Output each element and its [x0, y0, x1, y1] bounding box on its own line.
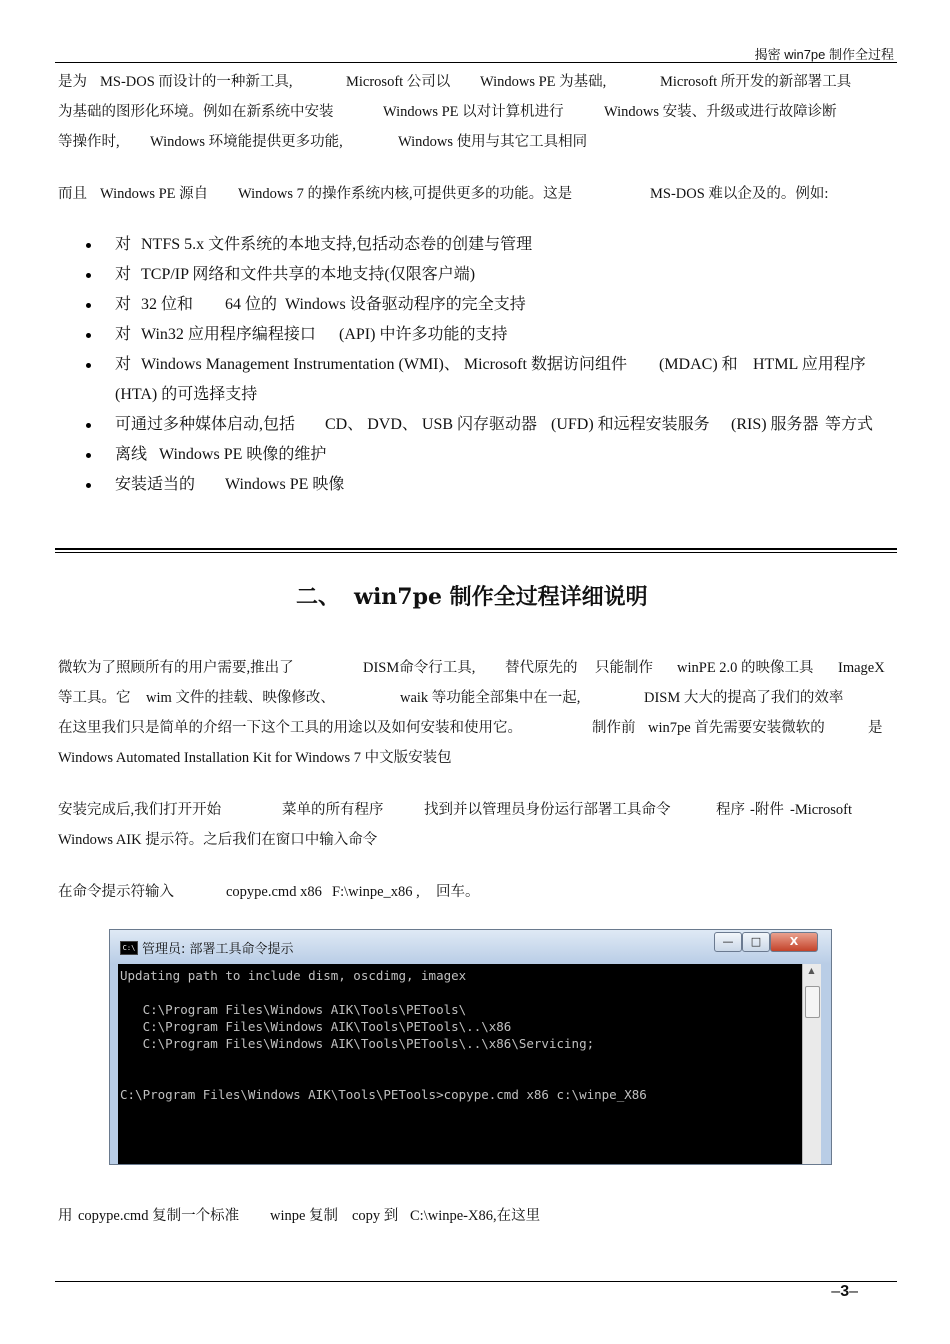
- text-segment: DISM命令行工具,: [363, 660, 476, 676]
- second-paragraph: [58, 179, 900, 209]
- text-segment: Microsoft 所开发的新部署工具: [660, 74, 852, 90]
- bullet-text: [115, 291, 886, 321]
- text-segment: 对: [115, 296, 132, 313]
- text-line: [58, 67, 900, 97]
- text-segment: Windows AIK 提示符。之后我们在窗口中输入命令: [58, 832, 378, 848]
- text-segment: Windows Management Instrumentation (WMI)、 Microsoft 数据访问组件: [141, 356, 627, 373]
- console-line: C:\Program Files\Windows AIK\Tools\PETools\..\x86\Servicing;: [120, 1036, 595, 1051]
- console-line: C:\Program Files\Windows AIK\Tools\PETools\..\x86: [120, 1019, 512, 1034]
- console-window: [109, 929, 832, 1165]
- bullet-text: [115, 471, 886, 501]
- text-line: [58, 825, 900, 855]
- text-segment: 而且: [58, 186, 87, 202]
- text-segment: winPE 2.0 的映像工具: [677, 660, 814, 676]
- bullet-dot-icon: [86, 243, 91, 248]
- bullet-dot-icon: [86, 453, 91, 458]
- bullet-text: [115, 351, 886, 381]
- text-segment: (UFD) 和远程安装服务: [551, 416, 710, 433]
- text-segment: Windows 安装、升级或进行故障诊断: [604, 104, 837, 120]
- text-segment: 回车。: [436, 884, 480, 900]
- text-segment: 对: [115, 326, 132, 343]
- bullet-text: [115, 231, 886, 261]
- text-line: [58, 1201, 900, 1231]
- text-segment: wim 文件的挂载、映像修改、: [146, 690, 335, 706]
- bullet-item: [86, 411, 886, 441]
- body-paragraph-2: [58, 795, 900, 855]
- text-segment: copype.cmd x86: [226, 884, 322, 900]
- text-segment: Windows PE 源自: [100, 186, 209, 202]
- bullet-text: [115, 441, 886, 471]
- text-segment: (HTA) 的可选择支持: [115, 386, 258, 403]
- text-line: [58, 713, 900, 743]
- body-paragraph-1: [58, 653, 900, 773]
- feature-bullet-list: [86, 231, 886, 501]
- text-segment: (RIS) 服务器: [731, 416, 819, 433]
- text-segment: Windows 7 的操作系统内核,可提供更多的功能。这是: [238, 186, 573, 202]
- text-segment: C:\winpe-X86,在这里: [410, 1208, 541, 1224]
- bullet-dot-icon: [86, 423, 91, 428]
- bullet-dot-icon: [86, 483, 91, 488]
- text-segment: Windows PE 映像的维护: [159, 446, 327, 463]
- page-number: –3–: [831, 1283, 858, 1300]
- text-segment: Windows 环境能提供更多功能,: [150, 134, 343, 150]
- text-segment: NTFS 5.x 文件系统的本地支持,包括动态卷的创建与管理: [141, 236, 533, 253]
- console-titlebar[interactable]: [110, 930, 831, 964]
- text-segment: Windows PE 映像: [225, 476, 345, 493]
- text-segment: (API) 中许多功能的支持: [339, 326, 508, 343]
- console-title: 管理员: 部署工具命令提示: [142, 942, 294, 957]
- section-heading-title: win7pe 制作全过程详细说明: [354, 584, 648, 610]
- text-segment: 安装完成后,我们打开开始: [58, 802, 222, 818]
- bullet-dot-icon: [86, 333, 91, 338]
- text-segment: waik 等功能全部集中在一起,: [400, 690, 581, 706]
- text-segment: 菜单的所有程序: [282, 802, 384, 818]
- console-line: C:\Program Files\Windows AIK\Tools\PETools>copype.cmd x86 c:\winpe_X86: [120, 1087, 647, 1102]
- bullet-text-continued: [115, 381, 886, 411]
- text-line: [58, 683, 900, 713]
- console-line: Updating path to include dism, oscdimg, imagex: [120, 968, 467, 983]
- text-segment: 为基础的图形化环境。例如在新系统中安装: [58, 104, 334, 120]
- header-title: 揭密 win7pe 制作全过程: [754, 47, 894, 62]
- text-segment: 是: [868, 720, 883, 736]
- text-segment: 制作前: [592, 720, 636, 736]
- text-segment: 只能制作: [595, 660, 653, 676]
- text-segment: 替代原先的: [505, 660, 578, 676]
- text-segment: 安装适当的: [115, 476, 196, 493]
- text-segment: CD、 DVD、 USB 闪存驱动器: [325, 416, 538, 433]
- console-line: C:\Program Files\Windows AIK\Tools\PETools\: [120, 1002, 467, 1017]
- minimize-button[interactable]: —: [714, 932, 742, 952]
- bullet-item: [86, 441, 886, 471]
- text-segment: Windows PE 以对计算机进行: [383, 104, 564, 120]
- console-output[interactable]: [118, 964, 802, 1164]
- text-segment: Windows 使用与其它工具相同: [398, 134, 588, 150]
- section-divider-bottom: [55, 552, 897, 553]
- section-divider-top: [55, 548, 897, 550]
- text-segment: Win32 应用程序编程接口: [141, 326, 316, 343]
- bullet-dot-icon: [86, 273, 91, 278]
- text-segment: 找到并以管理员身份运行部署工具命令: [424, 802, 671, 818]
- text-segment: 用: [58, 1208, 73, 1224]
- bullet-item: [86, 261, 886, 291]
- bullet-item: [86, 291, 886, 321]
- text-line: [58, 877, 900, 907]
- bullet-item: [86, 471, 886, 501]
- text-segment: ImageX: [838, 660, 885, 676]
- text-segment: 在这里我们只是简单的介绍一下这个工具的用途以及如何安装和使用它。: [58, 720, 522, 736]
- text-segment: HTML 应用程序: [753, 356, 866, 373]
- text-segment: (MDAC) 和: [659, 356, 738, 373]
- close-button[interactable]: X: [770, 932, 818, 952]
- bullet-dot-icon: [86, 303, 91, 308]
- text-line: [58, 653, 900, 683]
- text-segment: -附件: [750, 802, 784, 818]
- console-scrollbar[interactable]: [802, 964, 821, 1164]
- text-segment: 等方式: [825, 416, 874, 433]
- footer-rule: [55, 1281, 897, 1282]
- text-segment: winpe 复制: [270, 1208, 339, 1224]
- text-segment: Microsoft 公司以: [346, 74, 451, 90]
- text-segment: 在命令提示符输入: [58, 884, 174, 900]
- text-segment: DISM 大大的提高了我们的效率: [644, 690, 844, 706]
- text-segment: 可通过多种媒体启动,包括: [115, 416, 296, 433]
- text-line: [58, 127, 900, 157]
- text-segment: 对: [115, 356, 132, 373]
- page-number-value: 3: [840, 1283, 850, 1300]
- command-instruction: [58, 877, 900, 907]
- text-segment: Windows PE 为基础,: [480, 74, 607, 90]
- text-segment: -Microsoft: [790, 802, 853, 818]
- text-segment: 是为: [58, 74, 87, 90]
- maximize-button[interactable]: □: [742, 932, 770, 952]
- scroll-thumb[interactable]: [805, 986, 820, 1018]
- scroll-up-arrow-icon[interactable]: ▲: [808, 966, 815, 975]
- text-line: [58, 97, 900, 127]
- bullet-dot-icon: [86, 363, 91, 368]
- text-segment: TCP/IP 网络和文件共享的本地支持(仅限客户端): [141, 266, 476, 283]
- text-line: [58, 179, 900, 209]
- text-segment: 程序: [716, 802, 745, 818]
- after-console-text: [58, 1201, 900, 1231]
- text-segment: 离线: [115, 446, 148, 463]
- text-segment: 32 位和: [141, 296, 194, 313]
- text-segment: 等工具。它: [58, 690, 131, 706]
- text-segment: 等操作时,: [58, 134, 120, 150]
- cmd-icon: C:\: [120, 941, 138, 955]
- text-segment: 对: [115, 236, 132, 253]
- bullet-item: [86, 321, 886, 351]
- text-line: [58, 795, 900, 825]
- bullet-item: [86, 351, 886, 411]
- bullet-text: [115, 321, 886, 351]
- text-segment: 对: [115, 266, 132, 283]
- text-segment: Windows 设备驱动程序的完全支持: [285, 296, 526, 313]
- text-segment: MS-DOS 而设计的一种新工具,: [100, 74, 293, 90]
- text-segment: F:\winpe_x86 ,: [332, 884, 420, 900]
- bullet-item: [86, 231, 886, 261]
- bullet-text: [115, 411, 886, 441]
- intro-paragraph: [58, 67, 900, 157]
- text-segment: Windows Automated Installation Kit for Windows 7 中文版安装包: [58, 750, 452, 766]
- text-segment: MS-DOS 难以企及的。例如:: [650, 186, 829, 202]
- text-segment: 64 位的: [225, 296, 278, 313]
- bullet-text: [115, 261, 886, 291]
- header-rule: [55, 62, 897, 63]
- text-segment: win7pe 首先需要安装微软的: [648, 720, 825, 736]
- text-segment: copy 到: [352, 1208, 399, 1224]
- text-segment: 微软为了照顾所有的用户需要,推出了: [58, 660, 294, 676]
- section-heading-number: 二、: [296, 584, 341, 610]
- text-segment: copype.cmd 复制一个标准: [78, 1208, 240, 1224]
- text-line: [58, 743, 900, 773]
